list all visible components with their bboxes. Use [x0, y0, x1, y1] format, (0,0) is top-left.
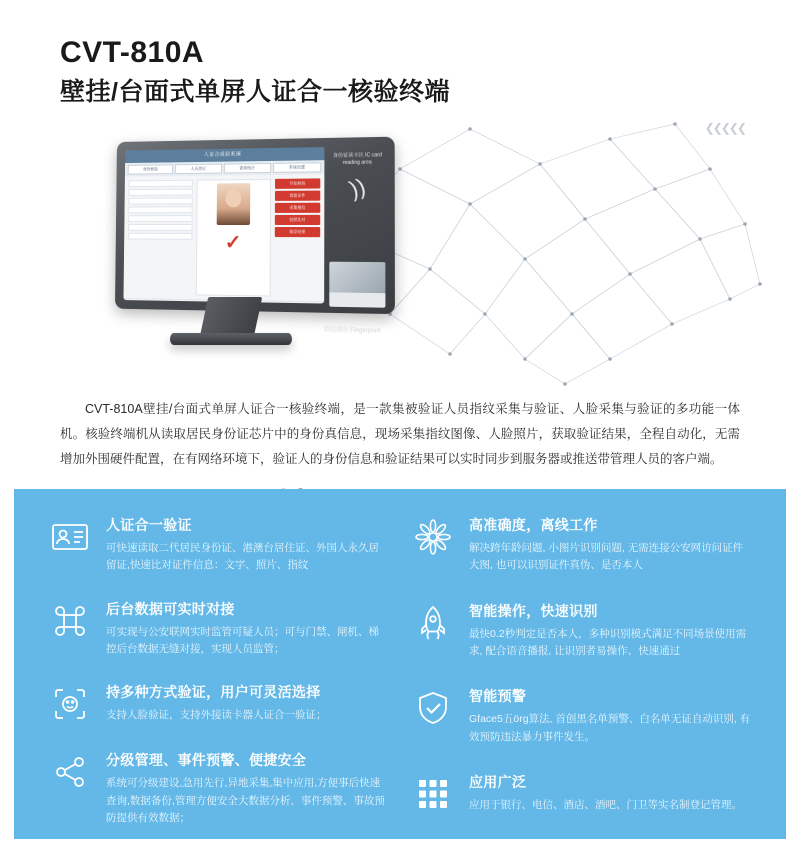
feature-item: [411, 686, 752, 746]
feature-item: [411, 772, 752, 816]
device-body: [115, 136, 395, 335]
feature-body: [106, 682, 389, 726]
stand-leg: [200, 297, 263, 337]
screen-tab: 系统设置: [273, 162, 322, 173]
features-right-column: [411, 515, 752, 829]
feature-body: [106, 750, 389, 827]
share-nodes-icon: [48, 750, 92, 794]
list-item: [128, 215, 192, 222]
nfc-reader-label: 身份证读卡区 IC card reading area: [332, 151, 382, 166]
screen-tabs: [125, 160, 324, 176]
feature-item: [48, 599, 389, 659]
feature-body: [106, 599, 389, 659]
feature-text: 可实现与公安联网实时监管可疑人员；可与门禁、闸机、梯控后台数据无缝对接，实现人员监管；: [106, 625, 379, 655]
feature-title: 持多种方式验证，用户可灵活选择: [106, 684, 321, 701]
rocket-icon: [411, 601, 455, 645]
verify-check-icon: ✓: [224, 231, 242, 254]
feature-title: 智能操作，快速识别: [469, 602, 598, 619]
feature-body: [469, 686, 752, 746]
feature-text: 最快0.2秒判定是否本人，多种识别模式满足不同场景使用需求, 配合语音播报, 让识别者易操作、快速通过: [469, 627, 747, 657]
list-item: [128, 188, 192, 195]
feature-body: [106, 515, 389, 575]
feature-text: Gface5五örg算法, 首创黑名单预警、白名单无证自动识别, 有效预防违法暴力事件发生。: [469, 713, 751, 743]
list-item: [128, 232, 193, 239]
card-preview-image: [329, 261, 385, 293]
feature-title: 智能预警: [469, 688, 527, 705]
screen-tab: 查询统计: [223, 162, 270, 173]
feature-text: 系统可分级建设,急用先行,异地采集,集中应用,方便事后快速查询,数据备份,管理方便安全大数据分析、事件预警、事故预防提供有效数据；: [106, 777, 385, 824]
feature-item: [48, 750, 389, 827]
list-item: [128, 224, 193, 231]
screen-tab: 身份核验: [128, 164, 173, 174]
feature-item: [411, 601, 752, 661]
fingerprint-label: 指纹感应 Fingerprint: [323, 326, 381, 335]
stand-base: [170, 333, 292, 345]
feature-title: 应用广泛: [469, 773, 527, 790]
screen-action-button: 拍照比对: [275, 214, 321, 224]
screen-action-button: 开始核验: [275, 178, 321, 188]
features-panel: [14, 489, 786, 839]
feature-text: 可快速读取二代居民身份证、港澳台居住证、外国人永久居留证,快速比对证件信息：文字、照片、指纹: [106, 542, 379, 572]
product-description: CVT-810A壁挂/台面式单屏人证合一核验终端，是一款集被验证人员指纹采集与验证、人脸采集与验证的多功能一体机。核验终端机从读取居民身份证芯片中的身份真信息，现场采集指纹图像、人脸照片，获取验证结果，全程自动化，无需增加外围硬件配置，在有网络环境下，验证人的身份信息和验证结果可以实时同步到服务器或推送带管理人员的客户端。: [60, 401, 740, 466]
hero-section: [0, 119, 800, 389]
portrait-photo: [217, 183, 251, 225]
feature-text: 支持人脸验证，支持外接读卡器人证合一验证；: [106, 709, 327, 722]
list-item: [128, 206, 192, 213]
screen-action-buttons: [274, 178, 320, 297]
feature-title: 后台数据可实时对接: [106, 600, 235, 617]
command-network-icon: [48, 599, 92, 643]
device-illustration: [110, 139, 410, 369]
nfc-wave-icon: )): [345, 172, 369, 202]
page-title: 壁挂/台面式单屏人证合一核验终端: [60, 77, 450, 106]
page-header: [0, 0, 800, 107]
id-card-person-icon: [48, 515, 92, 559]
screen-tab: 人员登记: [175, 163, 221, 173]
flower-accuracy-icon: [411, 515, 455, 559]
screen-action-button: 采集指纹: [275, 202, 321, 212]
screen-action-button: 保存结果: [274, 227, 320, 237]
screen-main: [124, 174, 325, 301]
face-scan-icon: [48, 682, 92, 726]
feature-title: 高准确度，离线工作: [469, 517, 598, 533]
feature-title: 人证合一验证: [106, 517, 192, 533]
feature-item: [48, 515, 389, 575]
screen-info-list: [127, 179, 193, 295]
fingerprint-card-module: [329, 261, 385, 307]
list-item: [129, 179, 193, 186]
device-screen: [123, 147, 324, 303]
list-item: [128, 197, 192, 204]
feature-body: [469, 515, 752, 575]
screen-titlebar: 人证合成验系统: [125, 147, 324, 163]
features-left-column: [48, 515, 389, 829]
feature-title: 分级管理、事件预警、便捷安全: [106, 752, 307, 769]
screen-action-button: 读取证件: [275, 190, 321, 200]
feature-text: 应用于银行、电信、酒店、酒吧、门卫等实名制登记管理。: [469, 798, 742, 811]
feature-body: [469, 772, 752, 816]
feature-item: [48, 682, 389, 726]
grid-apps-icon: [411, 772, 455, 816]
shield-check-icon: [411, 686, 455, 730]
feature-body: [469, 601, 752, 661]
feature-item: [411, 515, 752, 575]
feature-text: 解决跨年龄问题, 小图片识别问题, 无需连接公安网访问证件大图, 也可以识别证件真伪、是否本人: [469, 542, 744, 572]
model-code: CVT-810A: [60, 36, 205, 69]
device-stand: [170, 297, 290, 355]
chevron-decoration-icon: ❮❮❮❮❮: [704, 120, 745, 135]
screen-portrait-panel: [196, 178, 271, 296]
